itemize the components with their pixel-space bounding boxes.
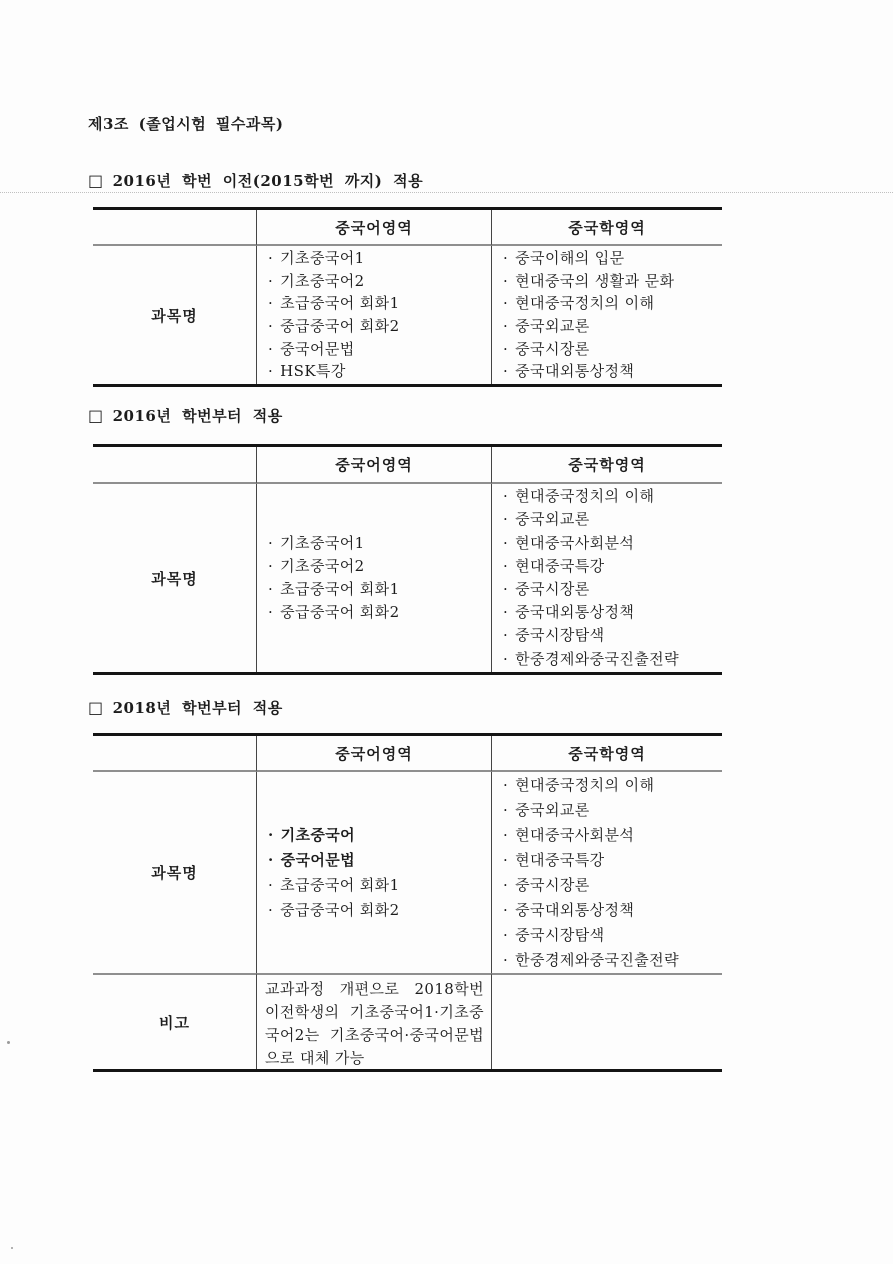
bullet-icon: ·	[268, 339, 274, 358]
section-1-header	[88, 170, 423, 191]
course-item-label: 중국외교론	[515, 510, 590, 529]
course-item	[503, 338, 718, 361]
course-item-label: 중국어문법	[280, 850, 356, 869]
course-item-label: 중국시장론	[515, 339, 590, 358]
bullet-icon: ·	[503, 850, 509, 869]
bullet-icon: ·	[503, 510, 509, 529]
course-item	[503, 360, 718, 383]
course-item	[268, 873, 487, 898]
course-item	[268, 247, 487, 270]
course-item	[503, 247, 718, 270]
course-item-label: 초급중국어 회화1	[280, 294, 400, 313]
table-from-2016	[93, 444, 722, 675]
course-item-label: 현대중국정치의 이해	[515, 487, 655, 506]
table2-row-header-subjects: 과목명	[151, 569, 198, 588]
table1-studies-course-list	[491, 246, 722, 384]
course-item-label: 기초중국어2	[280, 271, 365, 290]
course-item-label: 현대중국특강	[515, 850, 605, 869]
bullet-icon: ·	[268, 580, 274, 598]
course-item	[503, 848, 718, 873]
course-item	[268, 315, 487, 338]
bullet-icon: ·	[268, 900, 274, 919]
table-from-2018	[93, 733, 722, 1072]
bullet-icon: ·	[503, 800, 509, 819]
course-item	[503, 315, 718, 338]
course-item-label: 기초중국어1	[280, 533, 365, 552]
bullet-icon: ·	[503, 925, 509, 944]
course-item-label: 한중경제와중국진출전략	[515, 649, 679, 668]
table2-header-language: 중국어영역	[256, 447, 491, 484]
course-item	[268, 823, 487, 848]
bullet-icon: ·	[503, 556, 509, 575]
checkbox-icon: □	[88, 405, 104, 425]
bullet-icon: ·	[503, 533, 509, 552]
bullet-icon: ·	[268, 850, 274, 869]
course-item	[503, 648, 718, 671]
course-item-label: 중급중국어 회화2	[280, 900, 400, 919]
course-item-label: 현대중국정치의 이해	[515, 775, 655, 794]
course-item	[268, 555, 487, 578]
course-item	[268, 848, 487, 873]
course-item	[268, 898, 487, 923]
course-item	[503, 508, 718, 531]
course-item-label: 현대중국의 생활과 문화	[515, 271, 675, 290]
course-item	[503, 923, 718, 948]
table3-remark-empty-cell	[491, 973, 722, 1069]
bullet-icon: ·	[503, 950, 509, 969]
course-item-label: 초급중국어 회화1	[280, 875, 400, 894]
table3-studies-course-list	[491, 772, 722, 973]
course-item	[268, 532, 487, 555]
table-before-2016	[93, 207, 722, 387]
section-1-label: 2016년 학번 이전(2015학번 까지) 적용	[112, 172, 424, 190]
course-item-label: 초급중국어 회화1	[280, 580, 400, 598]
course-item	[268, 292, 487, 315]
table2-studies-course-list	[491, 484, 722, 672]
bullet-icon: ·	[503, 825, 509, 844]
course-item-label: 현대중국사회분석	[515, 533, 635, 552]
section-3-header	[88, 697, 283, 718]
bullet-icon: ·	[503, 875, 509, 894]
course-item	[503, 823, 718, 848]
section-2-label: 2016년 학번부터 적용	[112, 407, 283, 425]
section-2-header	[88, 405, 283, 426]
bullet-icon: ·	[503, 362, 509, 381]
course-item-label: 중국대외통상정책	[515, 362, 635, 381]
scan-speck	[11, 1247, 13, 1249]
bullet-icon: ·	[503, 487, 509, 506]
table1-row-header-subjects: 과목명	[151, 306, 198, 325]
bullet-icon: ·	[503, 603, 509, 622]
checkbox-icon: □	[88, 170, 104, 190]
course-item	[503, 898, 718, 923]
course-item	[503, 578, 718, 601]
course-item	[268, 601, 487, 624]
bullet-icon: ·	[503, 271, 509, 290]
bullet-icon: ·	[503, 317, 509, 335]
course-item	[268, 338, 487, 361]
course-item	[503, 270, 718, 293]
course-item	[503, 773, 718, 798]
course-item	[503, 624, 718, 647]
bullet-icon: ·	[268, 249, 274, 268]
course-item-label: 중국외교론	[515, 800, 590, 819]
bullet-icon: ·	[268, 875, 274, 894]
course-item-label: HSK특강	[280, 362, 346, 381]
course-item-label: 중국어문법	[280, 339, 355, 358]
course-item-label: 현대중국정치의 이해	[515, 294, 655, 313]
checkbox-icon: □	[88, 697, 104, 717]
table3-language-course-list	[256, 772, 491, 973]
course-item	[268, 360, 487, 383]
course-item	[503, 485, 718, 508]
course-item-label: 중국시장탐색	[515, 925, 605, 944]
table3-remark-text: 교과과정 개편으로 2018학번 이전학생의 기초중국어1·기초중국어2는 기초중국어·중국어문법으로 대체 가능	[256, 973, 491, 1069]
table2-corner-cell	[93, 447, 256, 484]
bullet-icon: ·	[268, 271, 274, 290]
table3-row-header-subjects: 과목명	[151, 864, 198, 882]
bullet-icon: ·	[503, 249, 509, 268]
bullet-icon: ·	[268, 825, 274, 844]
bullet-icon: ·	[503, 900, 509, 919]
course-item-label: 중국이해의 입문	[515, 249, 625, 268]
scan-dotted-rule	[0, 192, 893, 193]
course-item-label: 중국시장탐색	[515, 626, 605, 645]
course-item-label: 중급중국어 회화2	[280, 603, 400, 622]
course-item	[268, 578, 487, 601]
bullet-icon: ·	[268, 603, 274, 622]
course-item	[503, 601, 718, 624]
course-item	[268, 270, 487, 293]
course-item-label: 중급중국어 회화2	[280, 317, 400, 335]
course-item	[503, 532, 718, 555]
table1-header-studies: 중국학영역	[491, 210, 722, 246]
bullet-icon: ·	[503, 580, 509, 598]
table1-corner-cell	[93, 210, 256, 246]
table3-header-language: 중국어영역	[256, 736, 491, 772]
course-item	[503, 948, 718, 973]
bullet-icon: ·	[503, 339, 509, 358]
course-item-label: 기초중국어2	[280, 556, 365, 575]
course-item-label: 중국대외통상정책	[515, 900, 635, 919]
course-item-label: 기초중국어1	[280, 249, 365, 268]
table1-header-language: 중국어영역	[256, 210, 491, 246]
bullet-icon: ·	[503, 626, 509, 645]
bullet-icon: ·	[503, 775, 509, 794]
course-item-label: 중국시장론	[515, 875, 590, 894]
course-item	[503, 292, 718, 315]
scan-speck	[7, 1041, 10, 1044]
table2-language-course-list	[256, 484, 491, 672]
bullet-icon: ·	[268, 533, 274, 552]
table3-corner-cell	[93, 736, 256, 772]
course-item	[503, 798, 718, 823]
table3-header-studies: 중국학영역	[491, 736, 722, 772]
course-item-label: 기초중국어	[280, 825, 356, 844]
table1-language-course-list	[256, 246, 491, 384]
bullet-icon: ·	[268, 362, 274, 381]
course-item-label: 한중경제와중국진출전략	[515, 950, 679, 969]
course-item-label: 중국대외통상정책	[515, 603, 635, 622]
course-item-label: 현대중국사회분석	[515, 825, 635, 844]
table3-row-header-remark: 비고	[93, 973, 256, 1069]
bullet-icon: ·	[268, 317, 274, 335]
bullet-icon: ·	[268, 556, 274, 575]
course-item	[503, 555, 718, 578]
bullet-icon: ·	[503, 294, 509, 313]
course-item	[503, 873, 718, 898]
course-item-label: 중국시장론	[515, 580, 590, 598]
page-title: 제3조 (졸업시험 필수과목)	[88, 115, 284, 133]
table2-header-studies: 중국학영역	[491, 447, 722, 484]
section-3-label: 2018년 학번부터 적용	[112, 699, 283, 717]
bullet-icon: ·	[268, 294, 274, 313]
course-item-label: 중국외교론	[515, 317, 590, 335]
bullet-icon: ·	[503, 649, 509, 668]
course-item-label: 현대중국특강	[515, 556, 605, 575]
